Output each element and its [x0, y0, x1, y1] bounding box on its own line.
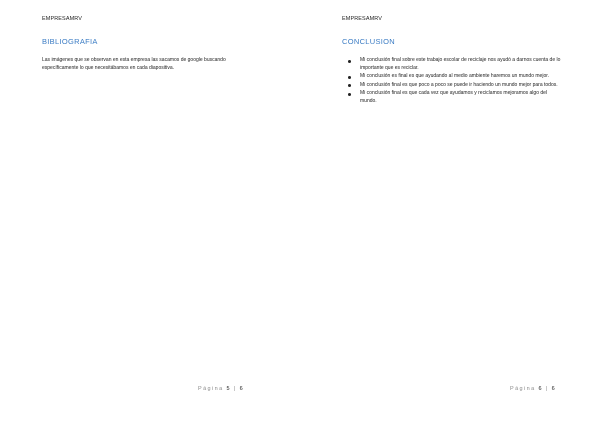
bullet-dot-icon [348, 84, 351, 87]
bullet-dot-icon [348, 76, 351, 79]
footer-page-total: 6 [239, 386, 245, 392]
conclusion-bullet [342, 73, 562, 81]
footer-separator: | [545, 386, 549, 392]
page-header: EMPRESAMRV [42, 16, 83, 22]
conclusion-bullet-text: Mi conclusión es final es que ayudando al medio ambiente haremos un mundo mejor. [360, 73, 549, 79]
conclusion-bullet-text: Mi conclusión final es que cada vez que ayudamos y reciclamos mejoramos algo del mundo. [360, 90, 548, 104]
conclusion-bullet-text: Mi conclusión final es que poco a poco se puede ir haciendo un mundo mejor para todos. [360, 81, 558, 88]
page-footer [510, 386, 556, 392]
footer-page-current: 5 [226, 386, 231, 392]
section-title-bibliografia: BIBLIOGRAFIA [42, 37, 98, 46]
page-footer [198, 386, 244, 392]
page-header: EMPRESAMRV [342, 16, 383, 22]
bullet-dot-icon [348, 60, 351, 63]
conclusion-bullet [342, 90, 562, 105]
conclusion-bullet [342, 57, 562, 72]
bibliography-paragraph: Las imágenes que se observan en esta empresa las sacamos de google buscando específicamente lo que necesitábamos en cada diapositiva. [42, 57, 226, 71]
footer-page-label: Página [198, 386, 224, 392]
footer-page-total: 6 [551, 386, 557, 392]
footer-page-current: 6 [538, 386, 543, 392]
footer-separator: | [233, 386, 237, 392]
conclusion-bullet-list [342, 57, 562, 106]
conclusion-bullet-text: Mi conclusión final sobre este trabajo escolar de reciclaje nos ayudó a darnos cuenta de lo importante que es reciclar. [360, 57, 561, 71]
footer-page-label: Página [510, 386, 536, 392]
conclusion-bullet [342, 82, 562, 90]
bullet-dot-icon [348, 93, 351, 96]
document-page-6 [300, 0, 600, 424]
section-title-conclusion: CONCLUSION [342, 37, 396, 46]
